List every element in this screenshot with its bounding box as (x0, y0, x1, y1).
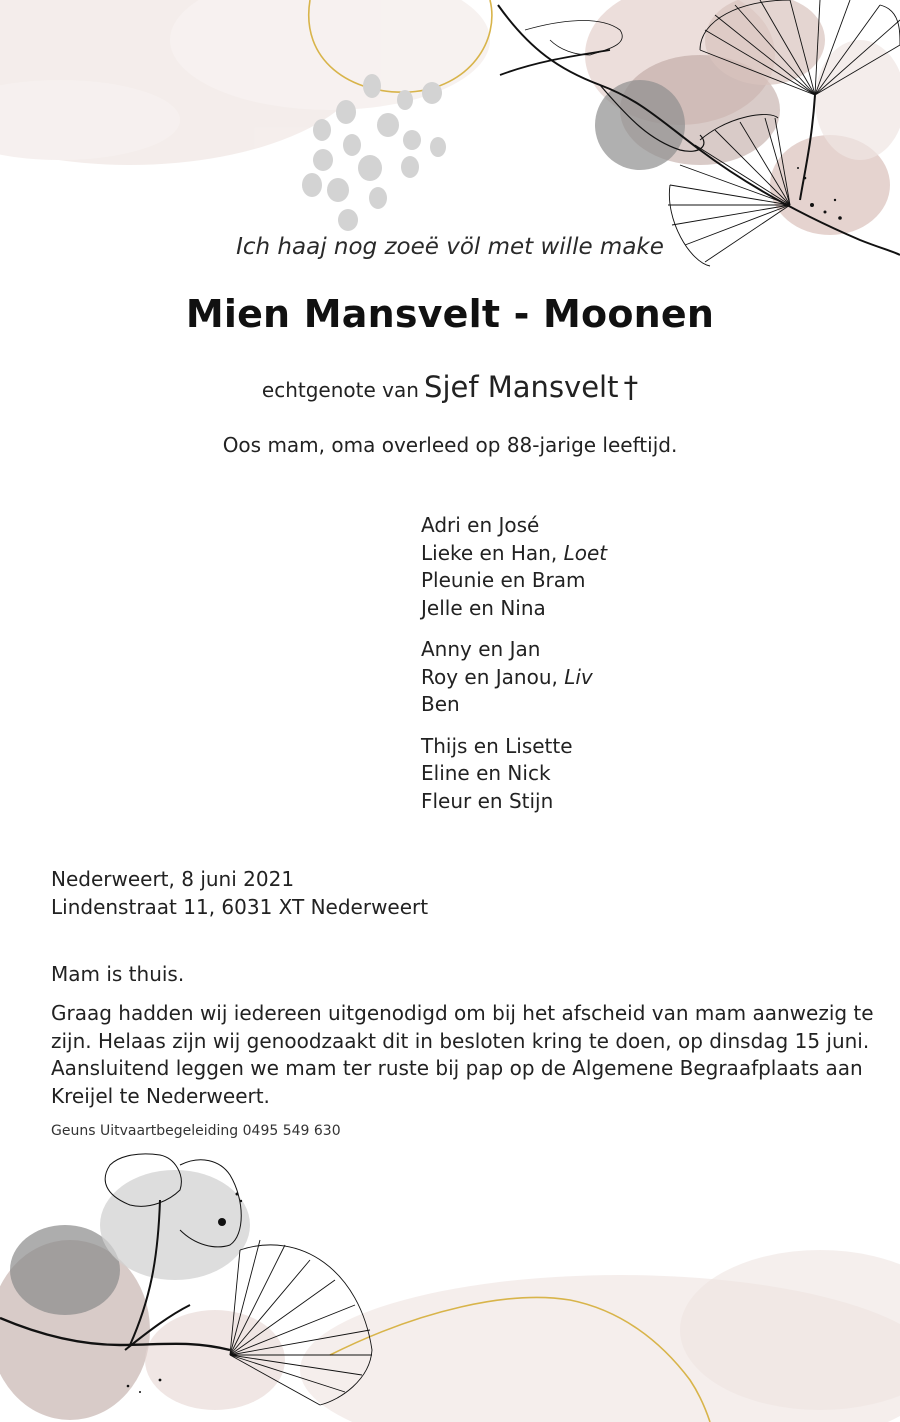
family-list (421, 512, 607, 829)
family-group (421, 512, 607, 622)
message-line: zijn. Helaas zijn wij genoodzaakt dit in besloten kring te doen, op dinsdag 15 juni. (51, 1028, 870, 1053)
message-line: Graag hadden wij iedereen uitgenodigd om bij het afscheid van mam aanwezig te (51, 1001, 874, 1025)
watercolor-top-right (585, 0, 900, 235)
family-group (421, 636, 607, 719)
family-member: Jelle en Nina (421, 595, 546, 620)
family-member: Roy en Janou, Liv (421, 664, 593, 689)
message-short: Mam is thuis. (51, 962, 185, 986)
watercolor-blush-top-left (0, 0, 490, 165)
spouse-name: Sjef Mansvelt (424, 370, 619, 404)
message-line: Kreijel te Nederweert. (51, 1083, 270, 1108)
grey-dots (302, 74, 446, 231)
cross-symbol: † (623, 370, 639, 404)
motto-quote: Ich haaj nog zoeë völ met wille make (236, 234, 664, 260)
watercolor-bottom (0, 1170, 900, 1422)
family-member: Thijs en Lisette (421, 733, 573, 758)
gold-line-bottom (330, 1297, 710, 1422)
spouse-prefix: echtgenote van (261, 378, 419, 402)
deceased-name: Mien Mansvelt - Moonen (185, 292, 715, 336)
family-member: Anny en Jan (421, 637, 541, 661)
spouse-line (0, 370, 900, 404)
family-group (421, 733, 607, 816)
ink-speckles-bottom (127, 1193, 243, 1394)
place-date: Nederweert, 8 juni 2021 (51, 867, 295, 891)
ginkgo-leaf-illustration-top (498, 0, 900, 266)
family-member: Lieke en Han, Loet (421, 540, 608, 565)
ink-speckles-top (797, 167, 842, 220)
address: Lindenstraat 11, 6031 XT Nederweert (51, 895, 429, 919)
family-member: Fleur en Stijn (421, 788, 554, 813)
ginkgo-leaf-illustration-bottom (0, 1154, 372, 1405)
message-paragraph (51, 1000, 874, 1110)
undertaker-credit: Geuns Uitvaartbegeleiding 0495 549 630 (51, 1123, 341, 1139)
family-member: Pleunie en Bram (421, 568, 586, 592)
message-line: Aansluitend leggen we mam ter ruste bij pap op de Algemene Begraafplaats aan (51, 1056, 863, 1080)
family-member: Adri en José (421, 513, 540, 537)
gold-line-top (309, 0, 492, 92)
intro-sentence: Oos mam, oma overleed op 88-jarige leeftijd. (222, 433, 678, 457)
family-member: Ben (421, 692, 460, 716)
family-member: Eline en Nick (421, 761, 551, 785)
